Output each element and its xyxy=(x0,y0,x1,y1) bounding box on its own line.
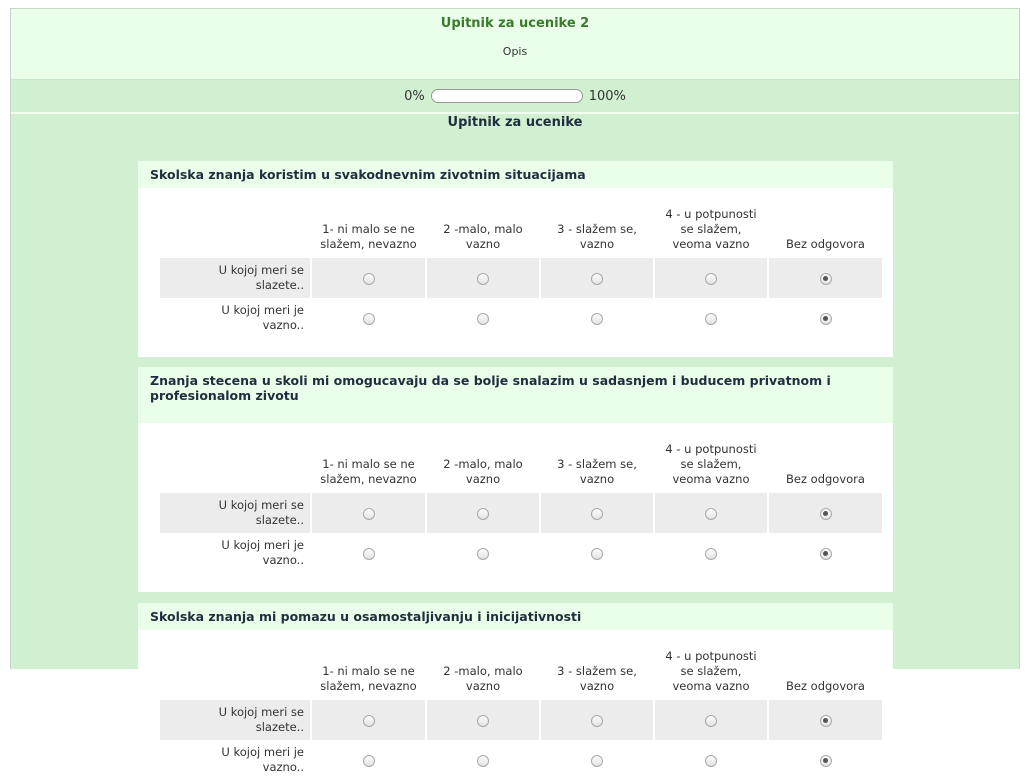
answer-cell[interactable] xyxy=(312,740,425,780)
row-label-line: U kojoj meri je xyxy=(221,538,304,552)
answer-cell[interactable] xyxy=(427,298,539,338)
radio-button-selected[interactable] xyxy=(820,715,832,727)
radio-button[interactable] xyxy=(363,715,375,727)
column-header-line: 1- ni malo se ne xyxy=(322,664,415,678)
matrix-header-row xyxy=(160,435,882,493)
radio-button[interactable] xyxy=(363,755,375,767)
row-label-line: U kojoj meri se xyxy=(218,498,304,512)
matrix-row xyxy=(160,740,882,780)
column-header-line: veoma vazno xyxy=(672,472,750,486)
column-header-line: 2 -malo, malo xyxy=(443,664,523,678)
answer-cell[interactable] xyxy=(655,700,767,740)
row-label xyxy=(160,700,310,740)
column-header-line: 2 -malo, malo xyxy=(443,457,523,471)
column-header-line: Bez odgovora xyxy=(786,237,865,251)
column-header xyxy=(427,642,539,700)
column-header-line: veoma vazno xyxy=(672,679,750,693)
row-label-line: vazno.. xyxy=(262,318,304,332)
question-block xyxy=(138,161,893,357)
radio-button[interactable] xyxy=(477,273,489,285)
answer-cell[interactable] xyxy=(427,258,539,298)
row-label-line: slazete.. xyxy=(255,513,304,527)
column-header-line: se slažem, xyxy=(680,222,742,236)
radio-button[interactable] xyxy=(477,548,489,560)
column-header-line: 4 - u potpunosti xyxy=(665,649,757,663)
row-label-line: U kojoj meri je xyxy=(221,745,304,759)
column-header-line: 3 - slažem se, xyxy=(557,664,637,678)
column-header-line: slažem, nevazno xyxy=(320,472,417,486)
question-text: Znanja stecena u skoli mi omogucavaju da se bolje snalazim u sadasnjem i buducem privatnom i profesionalom zivotu xyxy=(138,367,893,423)
row-label-line: vazno.. xyxy=(262,553,304,567)
radio-button-selected[interactable] xyxy=(820,755,832,767)
row-label xyxy=(160,533,310,573)
answer-cell[interactable] xyxy=(312,298,425,338)
radio-button[interactable] xyxy=(591,548,603,560)
radio-button[interactable] xyxy=(363,508,375,520)
answer-cell[interactable] xyxy=(427,533,539,573)
column-header-line: 2 -malo, malo xyxy=(443,222,523,236)
progress-row xyxy=(11,80,1019,114)
survey-description: Opis xyxy=(502,45,528,58)
answer-cell[interactable] xyxy=(655,298,767,338)
row-label xyxy=(160,298,310,338)
group-title: Upitnik za ucenike xyxy=(447,115,583,130)
answer-matrix xyxy=(158,200,884,338)
column-header-line: vazno xyxy=(465,237,501,251)
column-header-line: se slažem, xyxy=(680,457,742,471)
answer-cell[interactable] xyxy=(769,533,882,573)
answer-cell[interactable] xyxy=(312,700,425,740)
matrix-row xyxy=(160,258,882,298)
row-label-line: vazno.. xyxy=(262,760,304,774)
column-header-line: 3 - slažem se, xyxy=(557,222,637,236)
column-header-line: vazno xyxy=(579,472,615,486)
radio-button[interactable] xyxy=(591,273,603,285)
matrix-corner xyxy=(160,200,310,258)
question-text: Skolska znanja mi pomazu u osamostaljivanju i inicijativnosti xyxy=(138,603,893,630)
column-header-line: vazno xyxy=(465,679,501,693)
column-header xyxy=(541,642,653,700)
answer-cell[interactable] xyxy=(427,493,539,533)
question-text: Skolska znanja koristim u svakodnevnim zivotnim situacijama xyxy=(138,161,893,188)
column-header-line: veoma vazno xyxy=(672,237,750,251)
row-label xyxy=(160,493,310,533)
matrix-row xyxy=(160,700,882,740)
answer-cell[interactable] xyxy=(312,258,425,298)
column-header xyxy=(655,435,767,493)
column-header xyxy=(769,200,882,258)
survey-title: Upitnik za ucenike 2 xyxy=(440,16,590,31)
progress-bar xyxy=(431,89,583,103)
matrix-row xyxy=(160,298,882,338)
column-header-line: 4 - u potpunosti xyxy=(665,442,757,456)
column-header xyxy=(769,435,882,493)
radio-button[interactable] xyxy=(591,715,603,727)
column-header xyxy=(312,435,425,493)
radio-button[interactable] xyxy=(705,715,717,727)
radio-button[interactable] xyxy=(591,508,603,520)
radio-button[interactable] xyxy=(705,755,717,767)
column-header-line: 1- ni malo se ne xyxy=(322,222,415,236)
question-block xyxy=(138,367,893,592)
answer-cell[interactable] xyxy=(655,258,767,298)
answer-cell[interactable] xyxy=(769,258,882,298)
answer-cell[interactable] xyxy=(655,533,767,573)
answer-cell[interactable] xyxy=(769,740,882,780)
row-label xyxy=(160,740,310,780)
column-header-line: se slažem, xyxy=(680,664,742,678)
column-header-line: Bez odgovora xyxy=(786,679,865,693)
radio-button[interactable] xyxy=(477,313,489,325)
answer-cell[interactable] xyxy=(769,298,882,338)
radio-button-selected[interactable] xyxy=(820,313,832,325)
radio-button[interactable] xyxy=(363,548,375,560)
column-header xyxy=(655,200,767,258)
answer-cell[interactable] xyxy=(541,700,653,740)
row-label-line: slazete.. xyxy=(255,720,304,734)
column-header xyxy=(312,200,425,258)
column-header-line: Bez odgovora xyxy=(786,472,865,486)
answer-cell[interactable] xyxy=(541,493,653,533)
column-header xyxy=(655,642,767,700)
column-header xyxy=(427,435,539,493)
column-header xyxy=(541,435,653,493)
answer-cell[interactable] xyxy=(655,740,767,780)
radio-button[interactable] xyxy=(477,508,489,520)
survey-header xyxy=(11,9,1019,80)
answer-cell[interactable] xyxy=(312,493,425,533)
radio-button[interactable] xyxy=(705,273,717,285)
radio-button[interactable] xyxy=(705,313,717,325)
column-header-line: 1- ni malo se ne xyxy=(322,457,415,471)
column-header-line: vazno xyxy=(579,237,615,251)
radio-button[interactable] xyxy=(477,755,489,767)
survey-frame xyxy=(10,8,1020,774)
matrix-corner xyxy=(160,435,310,493)
row-label-line: U kojoj meri se xyxy=(218,705,304,719)
radio-button-selected[interactable] xyxy=(820,273,832,285)
row-label xyxy=(160,258,310,298)
column-header xyxy=(312,642,425,700)
radio-button-selected[interactable] xyxy=(820,508,832,520)
answer-cell[interactable] xyxy=(541,258,653,298)
answer-cell[interactable] xyxy=(541,533,653,573)
column-header-line: 4 - u potpunosti xyxy=(665,207,757,221)
answer-matrix xyxy=(158,435,884,573)
radio-button[interactable] xyxy=(591,755,603,767)
matrix-row xyxy=(160,533,882,573)
question-block xyxy=(138,603,893,774)
row-label-line: U kojoj meri je xyxy=(221,303,304,317)
answer-cell[interactable] xyxy=(312,533,425,573)
row-label-line: U kojoj meri se xyxy=(218,263,304,277)
progress-start-label: 0% xyxy=(404,88,425,104)
answer-cell[interactable] xyxy=(541,298,653,338)
radio-button[interactable] xyxy=(363,313,375,325)
row-label-line: slazete.. xyxy=(255,278,304,292)
column-header-line: vazno xyxy=(579,679,615,693)
column-header-line: vazno xyxy=(465,472,501,486)
answer-cell[interactable] xyxy=(427,740,539,780)
matrix-row xyxy=(160,493,882,533)
answer-cell[interactable] xyxy=(541,740,653,780)
matrix-header-row xyxy=(160,642,882,700)
matrix-header-row xyxy=(160,200,882,258)
answer-matrix xyxy=(158,642,884,780)
answer-cell[interactable] xyxy=(769,700,882,740)
answer-cell[interactable] xyxy=(427,700,539,740)
column-header xyxy=(541,200,653,258)
radio-button[interactable] xyxy=(363,273,375,285)
column-header-line: slažem, nevazno xyxy=(320,679,417,693)
matrix-corner xyxy=(160,642,310,700)
column-header-line: 3 - slažem se, xyxy=(557,457,637,471)
radio-button[interactable] xyxy=(591,313,603,325)
progress-end-label: 100% xyxy=(588,88,626,104)
column-header xyxy=(769,642,882,700)
column-header-line: slažem, nevazno xyxy=(320,237,417,251)
answer-cell[interactable] xyxy=(655,493,767,533)
radio-button[interactable] xyxy=(705,508,717,520)
radio-button-selected[interactable] xyxy=(820,548,832,560)
answer-cell[interactable] xyxy=(769,493,882,533)
column-header xyxy=(427,200,539,258)
radio-button[interactable] xyxy=(477,715,489,727)
radio-button[interactable] xyxy=(705,548,717,560)
